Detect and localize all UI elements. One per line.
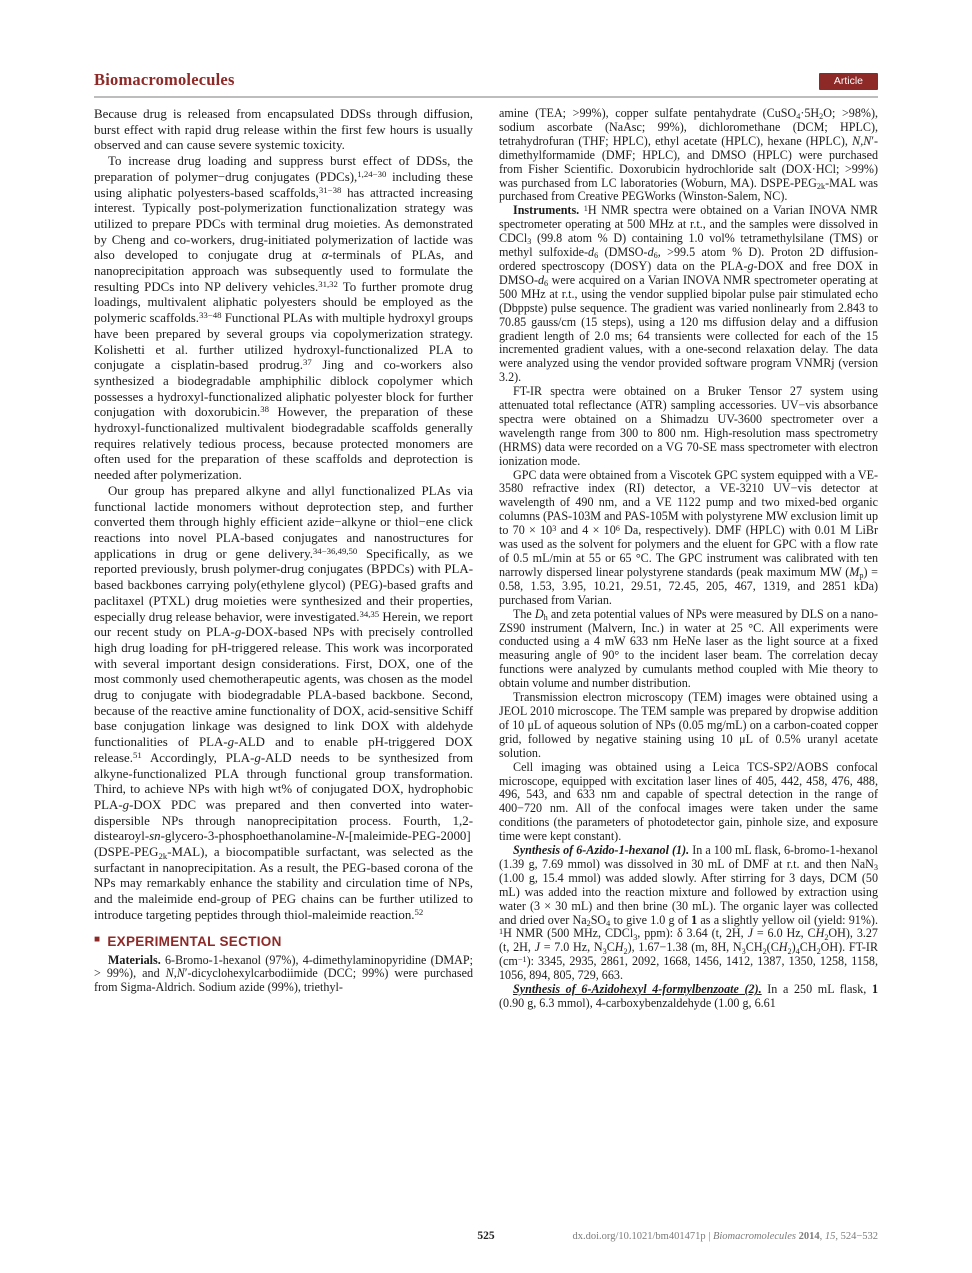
journal-name: Biomacromolecules <box>94 70 235 89</box>
section-heading-experimental-section <box>94 934 473 949</box>
paragraph-ftir-uvvis: FT-IR spectra were obtained on a Bruker Tensor 27 system using attenuated total reflectance (ATR) sampling accessories. UV−vis absorbance spectra were obtained on a Shimadzu UV-3600 spectrometer over a wavelength range from 300 to 800 nm. High-resolution mass spectrometry (HRMS) data were recorded on a VG 70-SE mass spectrometer with electron ionization mode. <box>499 384 878 468</box>
page-header <box>94 70 878 90</box>
page-number: 525 <box>477 1230 495 1242</box>
paragraph-intro-continuation: Because drug is released from encapsulated DDSs through diffusion, burst effect with rapid drug release within the first few hours is usually observed and can cause severe systemic toxicity. <box>94 107 473 153</box>
paragraph-tem: Transmission electron microscopy (TEM) images were obtained using a JEOL 2010 microscope. The TEM sample was prepared by dropwise addition of 10 μL of aqueous solution of NPs (0.05 mg/mL) on a carbon-coated copper grid, followed by negative staining using 10 μL of 0.5% uranyl acetate solution. <box>499 690 878 760</box>
paragraph-cell-imaging: Cell imaging was obtained using a Leica TCS-SP2/AOBS confocal microscope, equipped with excitation laser lines of 405, 442, 458, 476, 488, 496, 543, and 633 nm and capable of spectral detection in the range of 400−720 nm. All of the confocal images were taken under the same conditions (the parameters of photodetector gain, pinhole size, and exposure time were kept constant). <box>499 759 878 844</box>
header-divider <box>94 96 878 98</box>
paragraph-synthesis-1: Synthesis of 6-Azido-1-hexanol (1). In a 100 mL flask, 6-bromo-1-hexanol (1.39 g, 7.69 mmol) was dissolved in 30 mL of DMF at r.t. and then NaN$_3$ (1.00 g, 15.4 mmol) was added slowly. After stirring for 3 days, DCM (50 mL) was added into the reaction mixture and followed by extraction using water (3 × 30 mL) and then brine (30 mL). The organic layer was collected and dried over $Na_2SO_4$ to give 1.0 g of 1 as a slightly yellow oil (yield: 91%). $^1$H NMR (500 MHz, CDCl$_3$, ppm): δ 3.64 (t, 2H, J = 6.0 Hz, $CH_2OH$), 3.27 (t, 2H, J = 7.0 Hz, $N_3CH_2$), 1.67−1.38 (m, 8H, $N_3CH_2(CH_2)_4CH_2OH$). FT-IR $(cm^{-1})$: 3345, 2935, 2861, 2092, 1668, 1456, 1412, 1387, 1350, 1258, 1158, 1056, 894, 805, 729, 663. <box>499 843 879 983</box>
section-heading-label: EXPERIMENTAL SECTION <box>107 933 282 949</box>
paragraph-gpc: GPC data were obtained from a Viscotek GPC system equipped with a VE-3580 refractive index (RI) detector, a VE-3210 UV−vis detector at wavelength of 490 nm, and a VE 1122 pump and two mixed-bed organic columns (PAS-103M and PAS-105M with polystyrene MW exclusion limit up to $70 \times 10^3$ and $4 \times 10^6$ Da, respectively). DMF (HPLC) with 0.01 M LiBr was used as the solvent for polymers and the eluent for GPC with a flow rate of 0.5 mL/min at 55 or 65 °C. The GPC instrument was calibrated with ten narrowly dispersed linear polystyrene standards (peak maximum MW $(M_p) = 0.58$, 1.53, 3.95, 10.21, 29.51, 72.45, 205, 467, 1319, and 2851 kDa) purchased from Varian. <box>499 467 878 607</box>
paragraph-synthesis-2: Synthesis of 6-Azidohexyl 4-formylbenzoate (2). In a 250 mL flask, 1 (0.90 g, 6.3 mmol), 4-carboxybenzaldehyde (1.00 g, 6.61 <box>499 982 878 1010</box>
paragraph-instruments: Instruments. $^1$H NMR spectra were obtained on a Varian INOVA NMR spectrometer operating at 500 MHz at r.t., and the samples were dissolved in CDCl$_3$ (99.8 atom % D) containing 1.0 vol% tetramethylsilane (TMS) or methyl sulfoxide-$d_6$ ($DMSO-d_6$, >99.5 atom % D). Proton 2D diffusion-ordered spectroscopy (DOSY) data on the PLA-g-DOX and free DOX in DMSO-$d_6$ were acquired on a Varian INOVA NMR spectrometer operating at 500 MHz at r.t., using the vendor supplied bipolar pulse pair stimulated echo (Dbppste) pulse sequence. The gradient was varied nonlinearly from 2.843 to 70.85 gauss/cm (15 steps), using a 120 ms diffusion delay and a diffusion gradient length of 2.0 ms; 64 transients were collected for each of the 15 incremented gradient values, with a one-second relaxation delay. The data were analyzed using the vendor provided software program VNMRj (version 3.2). <box>499 203 879 385</box>
section-square-icon: ■ <box>94 934 101 946</box>
right-column <box>499 107 878 1011</box>
paragraph-this-work: Our group has prepared alkyne and allyl functionalized PLAs via functional lactide monomers without deprotection step, and further converted them through highly efficient azide−alkyne or thiol−ene click reactions into novel PLA-based conjugates and nanostructures for applications in drug or gene delivery.$^{34-36,49,50}$ Specifically, as we reported previously, brush polymer-drug conjugates (BPDCs) with PLA-based backbones carrying poly(ethylene glycol) (PEG)-based grafts and paclitaxel (PTXL) drug moieties were synthesized and their properties, especially drug release behavior, were investigated.$^{34,35}$ Herein, we report our recent study on PLA-g-DOX-based NPs with precisely controlled high drug loading for pH-triggered release. This work was incorporated with several important design considerations. First, DOX, one of the most commonly used chemotherapeutic agents, was chosen as the model drug to conjugate with biodegradable PLA-based backbone. Second, because of the reactive amine functionality of DOX, acid-sensitive Schiff base conjugation linkage was designed to link DOX with aldehyde functionalities of PLA-g-ALD and to enable pH-triggered DOX release.$^{51}$ Accordingly, PLA-g-ALD needs to be synthesized from alkyne-functionalized PLA through functional group transformation. Third, to achieve NPs with high wt% of conjugated DOX, hydrophobic PLA-g-DOX PDC was prepared and then converted into water-dispersible NPs through nanoprecipitation process. Fourth, 1,2-distearoyl-sn-glycero-3-phosphoethanolamine-N-[maleimide-PEG-2000] $(DSPE-PEG_{2k}-MAL)$, a biocompatible surfactant, was selected as the surfactant in nanoprecipitation. As a result, the PEG-based corona of the NPs may remarkably enhance the stability and circulation time of NPs, and the maleimide end-group of PEG chains can be further utilized to introduce targeting peptides through thiol-maleimide reaction.$^{52}$ <box>94 483 473 922</box>
paragraph-materials: Materials. 6-Bromo-1-hexanol (97%), 4-dimethylaminopyridine (DMAP; > 99%), and N,N′-dicyclohexylcarbodiimide (DCC; 99%) were purchased from Sigma-Aldrich. Sodium azide (99%), triethyl- <box>94 952 473 995</box>
article-body <box>94 107 878 1011</box>
paragraph-materials-continued: amine (TEA; >99%), copper sulfate pentahydrate ($CuSO_4\cdot 5H_2O$; >98%), sodium ascorbate (NaAsc; 99%), dichloromethane (DCM; HPLC), tetrahydrofuran (THF; HPLC), ethyl acetate (HPLC), hexane (HPLC), N,N′-dimethylformamide (DMF; HPLC), and DMSO (HPLC) were purchased from Fisher Scientific. Doxorubicin hydrochloride salt (DOX·HCl; >99%) was purchased from LC laboratories (Woburn, MA). DSPE-$PEG_{2k}$-MAL was purchased from Creative PEGWorks (Winston-Salem, NC). <box>499 106 878 204</box>
article-type-badge: Article <box>819 73 878 91</box>
left-column <box>94 107 473 1011</box>
page-footer <box>94 1230 878 1245</box>
doi-citation[interactable]: dx.doi.org/10.1021/bm401471p | Biomacromolecules 2014, 15, 524−532 <box>572 1231 878 1242</box>
paragraph-dls: The $D_h$ and zeta potential values of NPs were measured by DLS on a nano-ZS90 instrument (Malvern, Inc.) in water at 25 °C. All experiments were conducted using a 4 mW 633 nm HeNe laser as the light source at a fixed measuring angle of 90° to the incident laser beam. The correlation decay functions were analyzed by cumulants method coupled with Mie theory to obtain volume and number distribution. <box>499 606 878 691</box>
paragraph-pdc-background: To increase drug loading and suppress burst effect of DDSs, the preparation of polymer−drug conjugates (PDCs),$^{1,24-30}$ including these using aliphatic polyesters-based scaffolds,$^{31-38}$ has attracted increasing interest. Typically post-polymerization functionalization strategy was utilized to prepare PDCs with terminal drug moieties. As demonstrated by Cheng and co-workers, drug-initiated polymerization of lactide was also developed to conjugate drug at α-terminals of PLAs, and nanoprecipitation approach was subsequently used to formulate the resulting PDCs into NP delivery vehicles.$^{31,32}$ To further promote drug loadings, multivalent aliphatic polyesters should be employed as the polymeric scaffolds.$^{33-48}$ Functional PLAs with multiple hydroxyl groups have been prepared by several groups via copolymerization strategy. Kolishetti et al. further utilized hydroxyl-functionalized PLA to conjugate a cisplatin-based prodrug.$^{37}$ Jing and co-workers also synthesized a biodegradable amphiphilic diblock copolymer which possesses a hydroxyl-functionalized aliphatic polyester block for further conjugation with doxorubicin.$^{38}$ However, the preparation of these hydroxyl-functionalized multivalent biodegradable scaffolds generally requires relatively tedious process, because protected monomers are often used for the preparation of these scaffolds and deprotection is needed after polymerization. <box>94 154 473 483</box>
